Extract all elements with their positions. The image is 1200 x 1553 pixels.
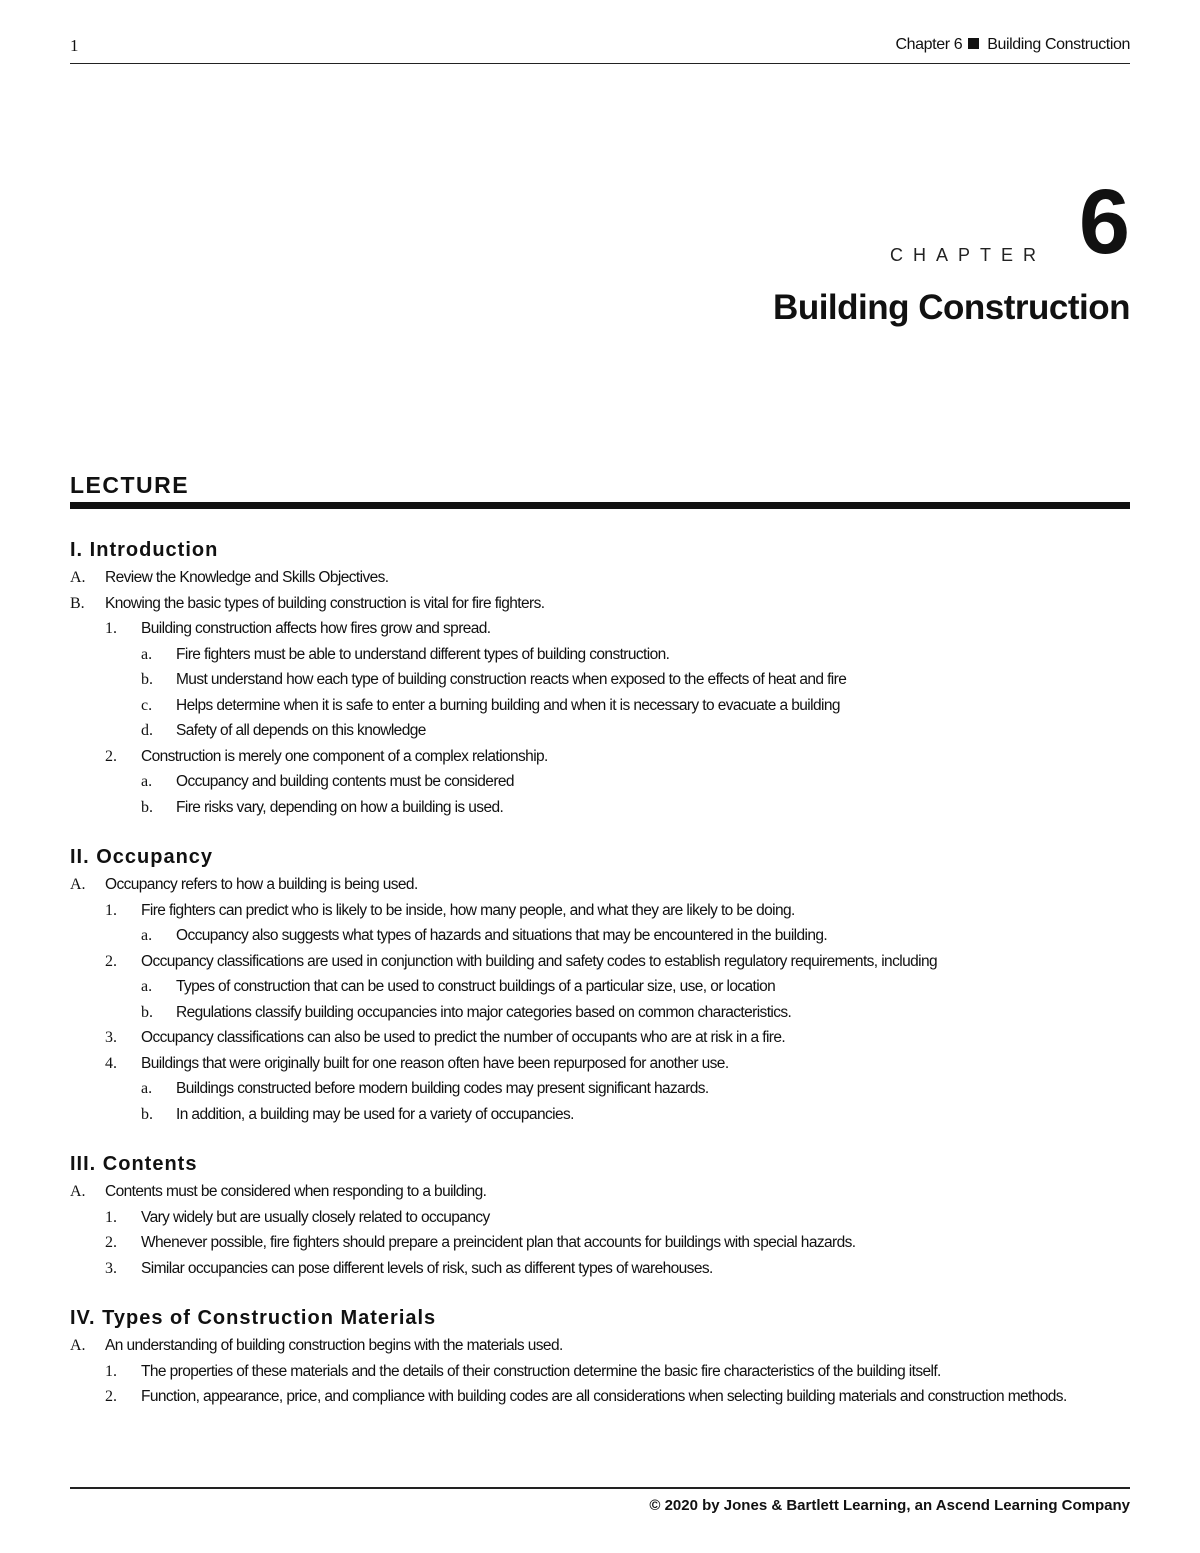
outline-item-level-1: [70, 1179, 1130, 1205]
item-label: b.: [141, 1003, 153, 1021]
lecture-rule: [70, 502, 1130, 509]
item-text: Review the Knowledge and Skills Objectives.: [105, 569, 389, 586]
lecture-heading: LECTURE: [70, 472, 190, 498]
item-text: The properties of these materials and the details of their construction determine the basic fire characteristics of the building itself.: [141, 1362, 941, 1380]
item-text: Construction is merely one component of a complex relationship.: [141, 747, 548, 765]
item-text: Knowing the basic types of building construction is vital for fire fighters.: [105, 594, 545, 612]
item-label: c.: [141, 696, 153, 714]
outline-item-level-2: [70, 949, 1130, 975]
item-label: A.: [70, 876, 86, 893]
outline-item-level-3: [70, 795, 1130, 821]
outline-item-level-2: [70, 1230, 1130, 1256]
outline-item-level-1: [70, 591, 1130, 617]
item-label: A.: [70, 1183, 86, 1200]
item-label: b.: [141, 671, 153, 688]
outline-item-level-1: [70, 1333, 1130, 1359]
item-text: Similar occupancies can pose different levels of risk, such as different types of warehouses.: [141, 1259, 713, 1277]
item-label: 2.: [105, 747, 117, 765]
item-label: 3.: [105, 1259, 117, 1277]
item-text: Fire fighters must be able to understand different types of building construction.: [176, 645, 670, 663]
item-text: Occupancy classifications are used in conjunction with building and safety codes to establish regulatory requirements, including: [141, 952, 937, 970]
item-text: Occupancy classifications can also be used to predict the number of occupants who are at risk in a fire.: [141, 1029, 786, 1046]
section-spacer: [70, 820, 1130, 842]
item-text: Buildings constructed before modern building codes may present significant hazards.: [176, 1080, 709, 1097]
section-heading: II. Occupancy: [70, 846, 214, 868]
item-label: 3.: [105, 1029, 117, 1046]
footer-rule: [70, 1487, 1130, 1489]
item-label: 2.: [105, 952, 117, 970]
copyright-footer: © 2020 by Jones & Bartlett Learning, an Ascend Learning Company: [649, 1497, 1130, 1514]
item-label: 2.: [105, 1388, 117, 1405]
item-text: Must understand how each type of building construction reacts when exposed to the effects of heat and fire: [176, 671, 847, 688]
section-heading: I. Introduction: [70, 539, 219, 561]
item-label: a.: [141, 645, 153, 663]
item-text: Helps determine when it is safe to enter a burning building and when it is necessary to evacuate a building: [176, 696, 840, 714]
chapter-title: Building Construction: [773, 288, 1130, 327]
section-spacer: [70, 1281, 1130, 1303]
item-label: 1.: [105, 901, 117, 919]
item-text: Safety of all depends on this knowledge: [176, 722, 426, 739]
outline-item-level-2: [70, 1384, 1130, 1410]
item-text: Types of construction that can be used to construct buildings of a particular size, use, or location: [176, 978, 776, 995]
section-spacer: [70, 1127, 1130, 1149]
outline-item-level-1: [70, 565, 1130, 591]
item-label: a.: [141, 1080, 153, 1097]
outline-item-level-2: [70, 1256, 1130, 1282]
item-label: 4.: [105, 1054, 117, 1072]
outline-item-level-3: [70, 1102, 1130, 1128]
lecture-outline: [70, 535, 1130, 1410]
outline-item-level-3: [70, 1000, 1130, 1026]
item-text: Fire risks vary, depending on how a building is used.: [176, 798, 504, 816]
item-text: Building construction affects how fires grow and spread.: [141, 620, 491, 637]
item-text: Function, appearance, price, and compliance with building codes are all considerations when selecting building materials and construction methods.: [141, 1388, 1067, 1405]
outline-item-level-3: [70, 974, 1130, 1000]
item-label: 2.: [105, 1234, 117, 1251]
item-text: Contents must be considered when responding to a building.: [105, 1183, 487, 1200]
item-label: a.: [141, 978, 153, 995]
item-label: a.: [141, 927, 153, 944]
item-text: In addition, a building may be used for a variety of occupancies.: [176, 1105, 574, 1123]
item-label: b.: [141, 1105, 153, 1123]
running-header: [70, 36, 1130, 64]
outline-item-level-2: [70, 1205, 1130, 1231]
outline-item-level-3: [70, 642, 1130, 668]
outline-item-level-1: [70, 872, 1130, 898]
item-label: 1.: [105, 620, 117, 637]
outline-item-level-2: [70, 1359, 1130, 1385]
item-label: A.: [70, 1337, 86, 1354]
item-text: Occupancy also suggests what types of hazards and situations that may be encountered in the building.: [176, 927, 828, 944]
item-text: Buildings that were originally built for one reason often have been repurposed for another use.: [141, 1054, 729, 1072]
item-label: A.: [70, 569, 86, 586]
item-text: Vary widely but are usually closely related to occupancy: [141, 1208, 490, 1226]
item-text: Occupancy refers to how a building is being used.: [105, 876, 418, 893]
item-label: d.: [141, 722, 153, 739]
chapter-label: CHAPTER: [889, 245, 1046, 265]
outline-item-level-2: [70, 744, 1130, 770]
chapter-number: 6: [1078, 171, 1130, 273]
item-label: b.: [141, 798, 153, 816]
item-text: Whenever possible, fire fighters should prepare a preincident plan that accounts for buildings with special hazards.: [141, 1234, 856, 1251]
running-head-chapter: Chapter 6: [895, 36, 963, 53]
item-text: Fire fighters can predict who is likely to be inside, how many people, and what they are likely to be doing.: [141, 901, 795, 919]
item-label: 1.: [105, 1208, 117, 1226]
outline-item-level-3: [70, 923, 1130, 949]
outline-item-level-2: [70, 898, 1130, 924]
item-text: Occupancy and building contents must be considered: [176, 773, 514, 790]
item-label: a.: [141, 773, 153, 790]
running-head: [896, 36, 1130, 54]
outline-item-level-3: [70, 1076, 1130, 1102]
item-label: B.: [70, 594, 85, 612]
outline-item-level-3: [70, 718, 1130, 744]
outline-item-level-2: [70, 1051, 1130, 1077]
outline-item-level-2: [70, 616, 1130, 642]
item-text: An understanding of building construction begins with the materials used.: [105, 1337, 563, 1354]
section-heading: IV. Types of Construction Materials: [70, 1307, 437, 1329]
outline-item-level-2: [70, 1025, 1130, 1051]
outline-item-level-3: [70, 693, 1130, 719]
outline-item-level-3: [70, 769, 1130, 795]
item-label: 1.: [105, 1362, 117, 1380]
running-head-title: Building Construction: [987, 36, 1130, 53]
page-number: 1: [70, 36, 79, 55]
square-bullet-icon: [968, 38, 979, 49]
section-heading: III. Contents: [70, 1153, 198, 1175]
outline-item-level-3: [70, 667, 1130, 693]
item-text: Regulations classify building occupancies into major categories based on common characteristics.: [176, 1003, 792, 1021]
